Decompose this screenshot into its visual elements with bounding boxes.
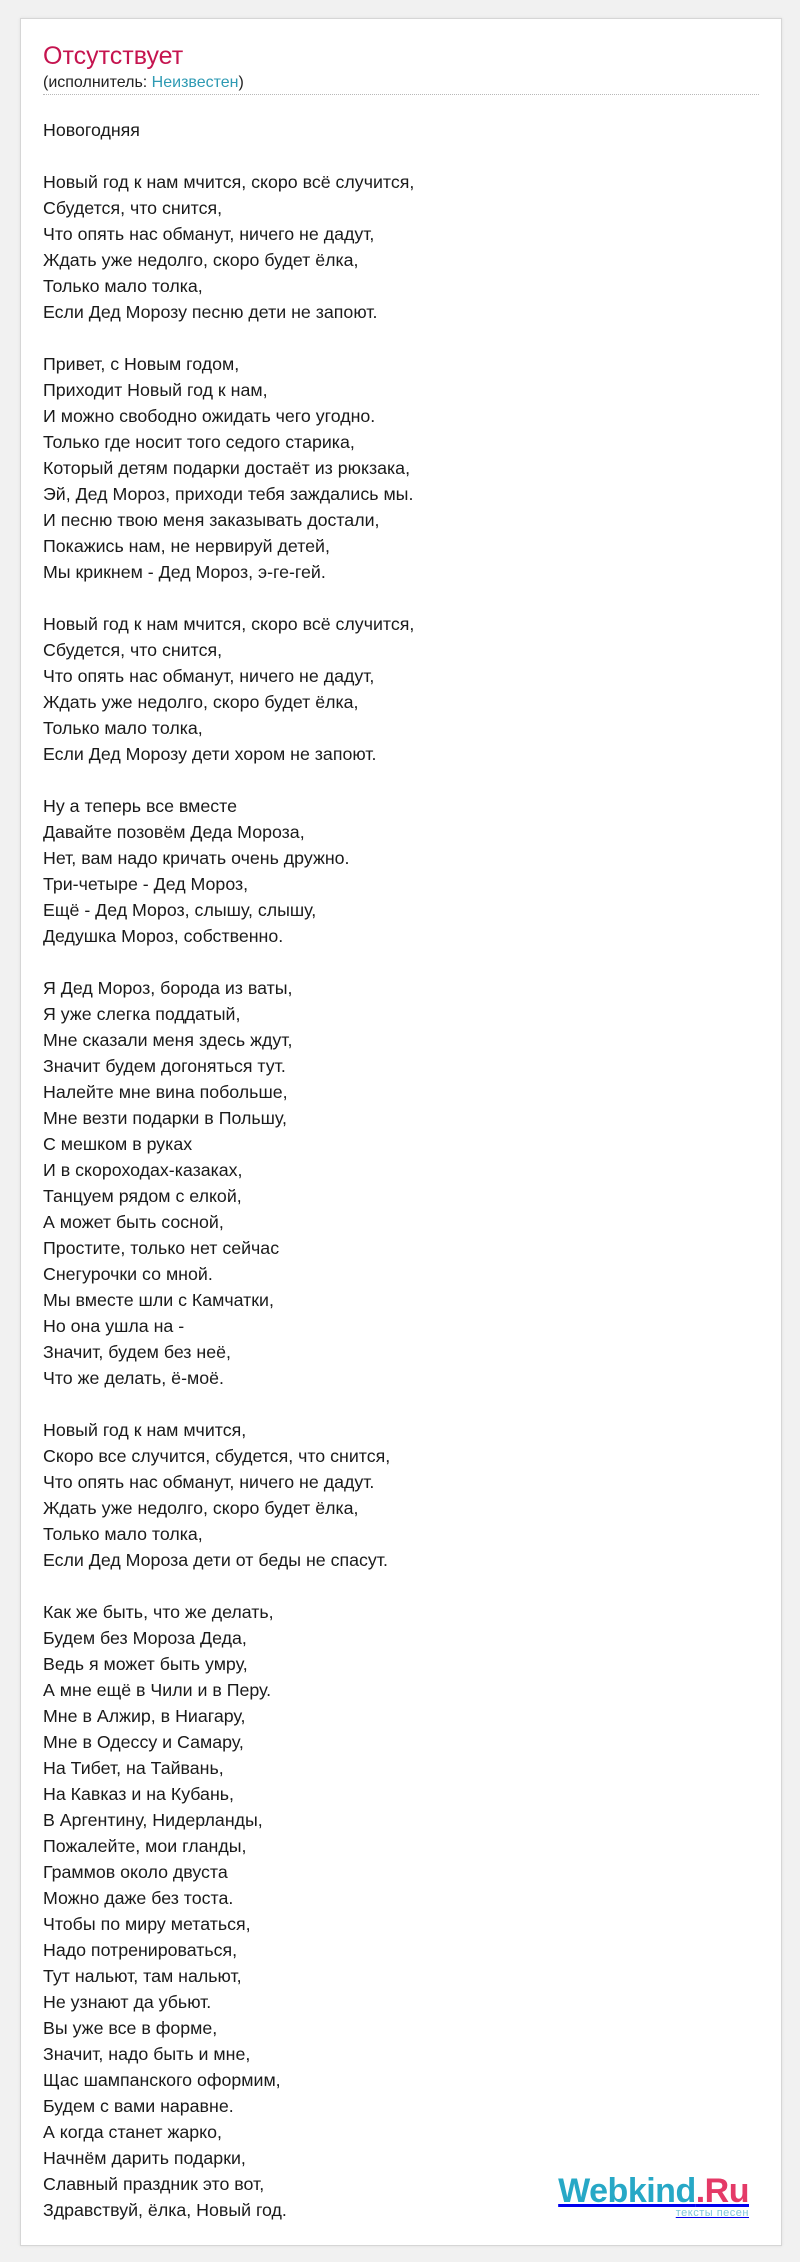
lyrics-line: Что опять нас обманут, ничего не дадут, bbox=[43, 666, 375, 686]
lyrics-line: Значит будем догоняться тут. bbox=[43, 1056, 286, 1076]
lyrics-line: И песню твою меня заказывать достали, bbox=[43, 510, 380, 530]
lyrics-line: А мне ещё в Чили и в Перу. bbox=[43, 1680, 272, 1700]
artist-link[interactable]: Неизвестен bbox=[151, 74, 239, 91]
lyrics-line: Только мало толка, bbox=[43, 718, 203, 738]
lyrics-line: А когда станет жарко, bbox=[43, 2122, 222, 2142]
lyrics-line: Если Дед Морозу песню дети не запоют. bbox=[43, 302, 378, 322]
lyrics-line: В Аргентину, Нидерланды, bbox=[43, 1810, 263, 1830]
lyrics-line: Тут нальют, там нальют, bbox=[43, 1966, 242, 1986]
lyrics-line: Значит, будем без неё, bbox=[43, 1342, 231, 1362]
lyrics-card bbox=[20, 18, 782, 2246]
lyrics-line: Ждать уже недолго, скоро будет ёлка, bbox=[43, 1498, 359, 1518]
lyrics-line: Новый год к нам мчится, скоро всё случится, bbox=[43, 172, 415, 192]
lyrics-line: Нет, вам надо кричать очень дружно. bbox=[43, 848, 350, 868]
artist-line bbox=[43, 73, 244, 93]
lyrics-line: Что опять нас обманут, ничего не дадут. bbox=[43, 1472, 375, 1492]
lyrics-line: Ждать уже недолго, скоро будет ёлка, bbox=[43, 250, 359, 270]
lyrics-line: Пожалейте, мои гланды, bbox=[43, 1836, 247, 1856]
lyrics-line: Новогодняя bbox=[43, 120, 140, 140]
lyrics-line: Дедушка Мороз, собственно. bbox=[43, 926, 284, 946]
lyrics-line: Но она ушла на - bbox=[43, 1316, 185, 1336]
lyrics-text bbox=[43, 117, 743, 2223]
lyrics-line: Что опять нас обманут, ничего не дадут, bbox=[43, 224, 375, 244]
lyrics-line: Можно даже без тоста. bbox=[43, 1888, 234, 1908]
lyrics-line: На Кавказ и на Кубань, bbox=[43, 1784, 234, 1804]
lyrics-line: Налейте мне вина побольше, bbox=[43, 1082, 288, 1102]
logo-tld: .Ru bbox=[695, 2172, 749, 2210]
lyrics-line: Покажись нам, не нервируй детей, bbox=[43, 536, 330, 556]
lyrics-line: Снегурочки со мной. bbox=[43, 1264, 213, 1284]
lyrics-line: Новый год к нам мчится, скоро всё случится, bbox=[43, 614, 415, 634]
lyrics-line: Вы уже все в форме, bbox=[43, 2018, 218, 2038]
lyrics-line: Танцуем рядом с елкой, bbox=[43, 1186, 242, 1206]
lyrics-line: Чтобы по миру метаться, bbox=[43, 1914, 251, 1934]
lyrics-line: С мешком в руках bbox=[43, 1134, 193, 1154]
lyrics-line: Будем без Мороза Деда, bbox=[43, 1628, 247, 1648]
lyrics-line: Не узнают да убьют. bbox=[43, 1992, 212, 2012]
lyrics-line: Три-четыре - Дед Мороз, bbox=[43, 874, 249, 894]
lyrics-line: Ну а теперь все вместе bbox=[43, 796, 237, 816]
lyrics-line: Ждать уже недолго, скоро будет ёлка, bbox=[43, 692, 359, 712]
lyrics-line: Как же быть, что же делать, bbox=[43, 1602, 274, 1622]
lyrics-line: Мне сказали меня здесь ждут, bbox=[43, 1030, 293, 1050]
lyrics-line: На Тибет, на Тайвань, bbox=[43, 1758, 224, 1778]
lyrics-line: Начнём дарить подарки, bbox=[43, 2148, 246, 2168]
lyrics-line: Сбудется, что снится, bbox=[43, 640, 223, 660]
lyrics-line: Только мало толка, bbox=[43, 1524, 203, 1544]
lyrics-line: Новый год к нам мчится, bbox=[43, 1420, 247, 1440]
lyrics-line: Скоро все случится, сбудется, что снится, bbox=[43, 1446, 391, 1466]
lyrics-line: Только мало толка, bbox=[43, 276, 203, 296]
lyrics-line: Значит, надо быть и мне, bbox=[43, 2044, 251, 2064]
lyrics-line: Граммов около двуста bbox=[43, 1862, 228, 1882]
lyrics-line: Сбудется, что снится, bbox=[43, 198, 223, 218]
lyrics-line: Привет, с Новым годом, bbox=[43, 354, 240, 374]
artist-suffix: ) bbox=[238, 74, 244, 91]
lyrics-line: А может быть сосной, bbox=[43, 1212, 224, 1232]
lyrics-line: Я уже слегка поддатый, bbox=[43, 1004, 241, 1024]
lyrics-line: Будем с вами наравне. bbox=[43, 2096, 234, 2116]
lyrics-line: Я Дед Мороз, борода из ваты, bbox=[43, 978, 293, 998]
lyrics-line: И можно свободно ожидать чего угодно. bbox=[43, 406, 376, 426]
lyrics-line: Щас шампанского оформим, bbox=[43, 2070, 281, 2090]
lyrics-line: Ещё - Дед Мороз, слышу, слышу, bbox=[43, 900, 317, 920]
lyrics-line: Простите, только нет сейчас bbox=[43, 1238, 280, 1258]
lyrics-line: Мы вместе шли с Камчатки, bbox=[43, 1290, 274, 1310]
lyrics-line: Мне везти подарки в Польшу, bbox=[43, 1108, 287, 1128]
lyrics-line: Мне в Одессу и Самару, bbox=[43, 1732, 244, 1752]
logo-tagline: тексты песен bbox=[675, 2207, 749, 2219]
webkind-logo[interactable] bbox=[558, 2173, 749, 2219]
lyrics-line: Мы крикнем - Дед Мороз, э-ге-гей. bbox=[43, 562, 326, 582]
lyrics-line: И в скороходах-казаках, bbox=[43, 1160, 243, 1180]
lyrics-line: Ведь я может быть умру, bbox=[43, 1654, 248, 1674]
lyrics-line: Давайте позовём Деда Мороза, bbox=[43, 822, 305, 842]
logo-wordmark bbox=[558, 2173, 749, 2209]
lyrics-line: Эй, Дед Мороз, приходи тебя заждались мы. bbox=[43, 484, 414, 504]
lyrics-line: Приходит Новый год к нам, bbox=[43, 380, 268, 400]
lyrics-line: Мне в Алжир, в Ниагару, bbox=[43, 1706, 246, 1726]
lyrics-line: Только где носит того седого старика, bbox=[43, 432, 355, 452]
artist-prefix: (исполнитель: bbox=[43, 74, 152, 91]
logo-name: Webkind bbox=[558, 2172, 696, 2210]
divider bbox=[43, 94, 759, 95]
lyrics-line: Который детям подарки достаёт из рюкзака, bbox=[43, 458, 411, 478]
lyrics-line: Славный праздник это вот, bbox=[43, 2174, 265, 2194]
lyrics-line: Что же делать, ё-моё. bbox=[43, 1368, 224, 1388]
song-title: Отсутствует bbox=[43, 42, 184, 70]
lyrics-line: Если Дед Морозу дети хором не запоют. bbox=[43, 744, 377, 764]
lyrics-line: Если Дед Мороза дети от беды не спасут. bbox=[43, 1550, 388, 1570]
lyrics-line: Надо потренироваться, bbox=[43, 1940, 238, 1960]
lyrics-line: Здравствуй, ёлка, Новый год. bbox=[43, 2200, 287, 2220]
